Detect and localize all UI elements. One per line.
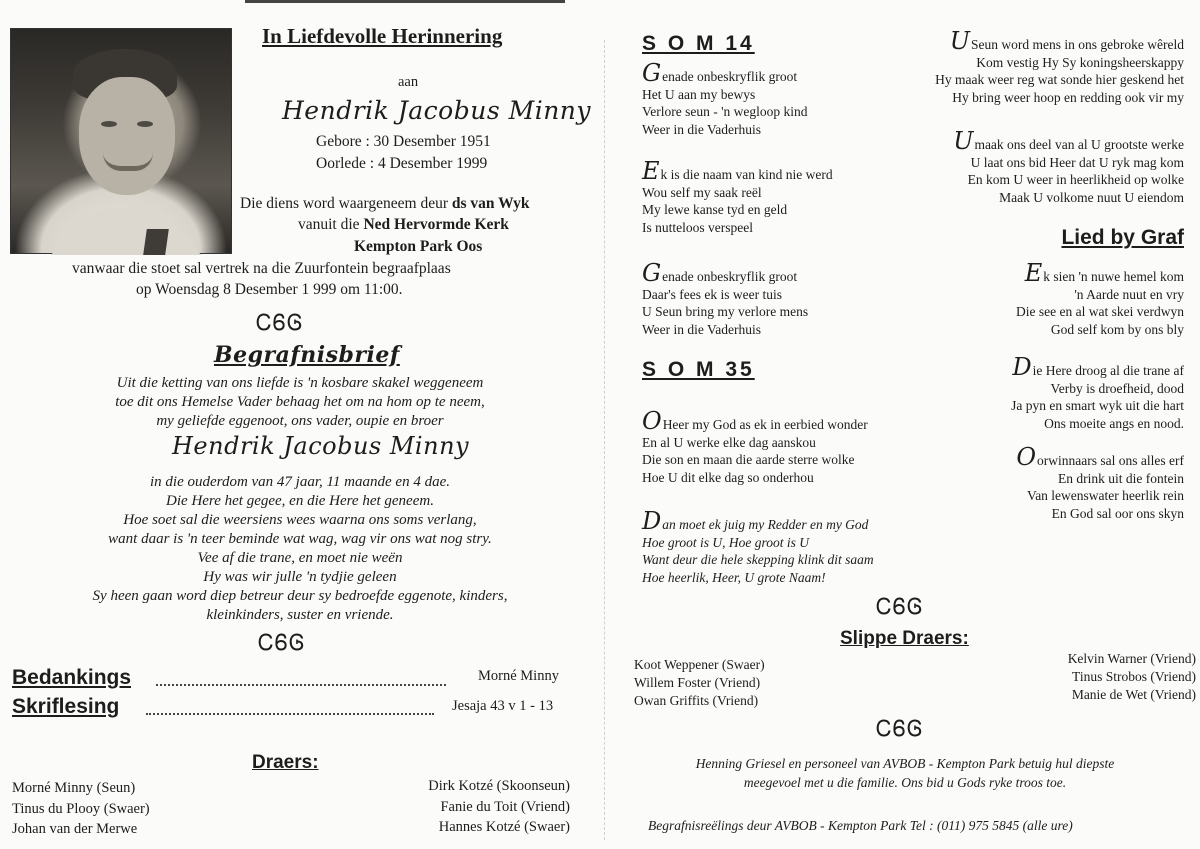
service-line: Die diens word waargeneem deur ds van Wyk: [240, 195, 530, 212]
letter-name-script: Hendrik Jacobus Minny: [172, 432, 470, 460]
slip-bearer-name: Tinus Strobos (Vriend): [1072, 669, 1196, 684]
drop-cap: D: [642, 507, 662, 535]
memorial-title: In Liefdevolle Herinnering: [262, 24, 503, 48]
drop-cap: G: [642, 259, 662, 287]
church-name: Ned Hervormde Kerk: [363, 216, 509, 233]
born-date: Gebore : 30 Desember 1951: [316, 133, 491, 150]
som35-title: S O M 35: [642, 358, 755, 381]
drop-cap: O: [642, 407, 662, 435]
bearer-name: Fanie du Toit (Vriend): [440, 798, 570, 815]
thanks-name: Morné Minny: [478, 668, 559, 684]
bearer-name: Hannes Kotzé (Swaer): [438, 819, 570, 835]
grave-song-title: Lied by Graf: [1061, 226, 1184, 249]
drop-cap: O: [1016, 443, 1037, 471]
minister-name: ds van Wyk: [451, 195, 530, 212]
deceased-name-script: Hendrik Jacobus Minny: [282, 96, 592, 125]
slip-bearer-name: Owan Griffits (Vriend): [634, 693, 759, 708]
bearer-name: Dirk Kotzé (Skoonseun): [428, 778, 570, 794]
procession-line: vanwaar die stoet sal vertrek na die Zuurfontein begraafplaas: [72, 260, 451, 277]
right-stanza-1: USeun word mens in ons gebroke wêreld Kom vestig Hy Sy koningsheerskappy Hy maak weer reg wat sonde hier geskend het Hy bring weer hoop en redding ook vir my: [935, 27, 1184, 105]
som14-title: S O M 14: [642, 32, 755, 55]
som14-stanza-1: Genade onbeskryflik groot Het U aan my bewys Verlore seun - 'n wegloop kind Weer in die Vaderhuis: [642, 59, 808, 137]
som14-stanza-2: Ek is die naam van kind nie werd Wou self my saak reël My lewe kanse tyd en geld Is nutteloos verspeel: [642, 157, 833, 235]
som35-stanza-1: OHeer my God as ek in eerbied wonder En al U werke elke dag aanskou Die son en maan die aarde sterre wolke Hoe U dit elke dag so onderhou: [642, 407, 868, 485]
slip-bearer-name: Koot Weppener (Swaer): [634, 657, 765, 672]
letter-line: want daar is 'n teer beminde wat wag, wag vir ons wat nog stry.: [108, 531, 492, 547]
reading-label: Skriflesing: [12, 695, 120, 718]
letter-lines-b: [40, 473, 560, 625]
letter-line: Die Here het gegee, en die Here het geneem.: [166, 493, 434, 509]
condolence-text: Henning Griesel en personeel van AVBOB - Kempton Park betuig hul diepste meegevoel met u die familie. Ons bid u Gods ryke troos toe.: [695, 756, 1115, 790]
letter-line: toe dit ons Hemelse Vader behaag het om na hom op te neem,: [115, 394, 485, 410]
slip-bearer-name: Willem Foster (Vriend): [634, 675, 761, 690]
grave-stanza-1: Ek sien 'n nuwe hemel kom 'n Aarde nuut en vry Die see en al wat skei verdwyn God self kom by ons bly: [1016, 259, 1184, 337]
letter-line: in die ouderdom van 47 jaar, 11 maande en 4 dae.: [150, 474, 450, 490]
bearers-right: [360, 776, 570, 838]
arrangements-text: Begrafnisreëlings deur AVBOB - Kempton Park Tel : (011) 975 5845 (alle ure): [648, 818, 1073, 833]
thanks-label: Bedankings: [12, 666, 132, 689]
slip-bearers-right: [990, 650, 1196, 704]
top-edge-line: [245, 0, 565, 3]
drop-cap: U: [949, 27, 971, 55]
drop-cap: E: [1024, 259, 1043, 287]
slip-bearers-left: [634, 656, 765, 710]
drop-cap: G: [642, 59, 662, 87]
letter-line: Vee af die trane, en moet nie weën: [197, 550, 403, 566]
died-date: Oorlede : 4 Desember 1999: [316, 155, 488, 172]
reading-ref: Jesaja 43 v 1 - 13: [452, 698, 554, 714]
som14-stanza-3: Genade onbeskryflik groot Daar's fees ek is weer tuis U Seun bring my verlore mens Weer in die Vaderhuis: [642, 259, 809, 337]
bearers-left: [12, 778, 150, 840]
letter-title: Begrafnisbrief: [214, 342, 400, 368]
ornament-divider: ᏟᏮᎶ: [876, 716, 924, 741]
portrait-photo: [10, 28, 232, 254]
ornament-divider: ᏟᏮᎶ: [258, 630, 306, 655]
right-stanza-2: Umaak ons deel van al U grootste werke U laat ons bid Heer dat U ryk mag kom En kom U weer in heerlikheid op wolke Maak U volkome nuut U eiendom: [953, 127, 1184, 205]
bearer-name: Johan van der Merwe: [12, 821, 138, 837]
slip-bearer-name: Manie de Wet (Vriend): [1071, 687, 1196, 702]
ornament-divider: ᏟᏮᎶ: [876, 594, 924, 619]
ornament-divider: ᏟᏮᎶ: [256, 310, 304, 335]
letter-line: Hy was wir julle 'n tydjie geleen: [203, 569, 397, 585]
slip-bearer-name: Kelvin Warner (Vriend): [1067, 651, 1196, 666]
letter-line: my geliefde eggenoot, ons vader, oupie en broer: [156, 413, 444, 429]
drop-cap: E: [642, 157, 660, 185]
grave-stanza-2: Die Here droog al die trane af Verby is droefheid, dood Ja pyn en smart wyk uit die hart Ons moeite angs en nood.: [1011, 353, 1184, 431]
reading-dots: [146, 713, 434, 715]
som35-stanza-2: Dan moet ek juig my Redder en my God Hoe groot is U, Hoe groot is U Want deur die hele skepping klink dit saam Hoe heerlik, Heer, U grote Naam!: [642, 507, 874, 585]
thanks-dots: [156, 684, 446, 686]
letter-lines-a: [80, 374, 520, 431]
fold-line: [604, 40, 605, 840]
letter-line: Uit die ketting van ons liefde is 'n kosbare skakel weggeneem: [116, 375, 484, 391]
letter-line: Sy heen gaan word diep betreur deur sy bedroefde eggenote, kinders,: [92, 588, 508, 604]
grave-stanza-3: Oorwinnaars sal ons alles erf En drink uit die fontein Van lewenswater heerlik rein En God sal oor ons skyn: [1016, 443, 1184, 521]
aan-text: aan: [398, 74, 419, 90]
drop-cap: D: [1012, 353, 1032, 381]
bearer-name: Tinus du Plooy (Swaer): [12, 800, 150, 817]
church-line: vanuit die Ned Hervormde Kerk: [298, 216, 509, 233]
bearer-name: Morné Minny (Seun): [12, 780, 136, 796]
church-location: Kempton Park Oos: [354, 238, 483, 255]
letter-line: Hoe soet sal die weersiens wees waarna ons soms verlang,: [123, 512, 477, 528]
bearers-title: Draers:: [252, 752, 319, 773]
drop-cap: U: [953, 127, 974, 155]
service-date-time: op Woensdag 8 Desember 1 999 om 11:00.: [136, 281, 403, 298]
letter-line: kleinkinders, suster en vriende.: [206, 607, 394, 623]
slip-bearers-title: Slippe Draers:: [840, 628, 969, 649]
